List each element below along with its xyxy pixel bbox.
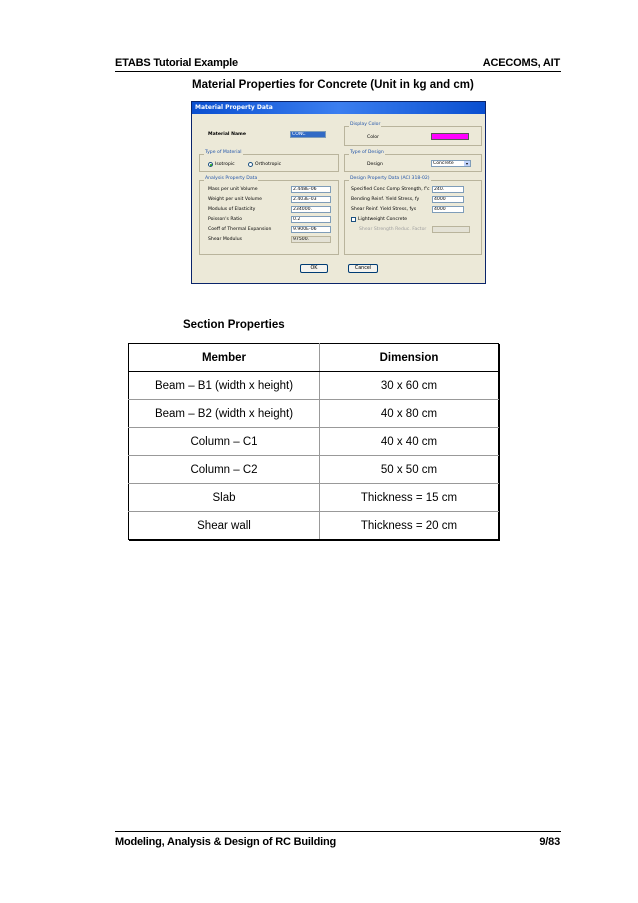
design-select-value: Concrete: [433, 161, 454, 166]
display-color-group-title: Display Color: [350, 122, 381, 127]
modulus-field[interactable]: 234000.: [291, 206, 331, 213]
lightweight-checkbox[interactable]: [351, 217, 356, 222]
material-name-field[interactable]: CONC: [290, 131, 326, 138]
type-of-material-group-title: Type of Material: [205, 150, 242, 155]
member-cell: Shear wall: [129, 512, 320, 540]
thermal-label: Coeff of Thermal Expansion: [208, 227, 272, 232]
member-cell: Beam – B1 (width x height): [129, 372, 320, 400]
member-cell: Slab: [129, 484, 320, 512]
fys-field[interactable]: 4000: [432, 206, 464, 213]
design-property-group-title: Design Property Data (ACI 318-02): [350, 176, 430, 181]
isotropic-radio[interactable]: [208, 162, 213, 167]
dimension-header: Dimension: [320, 344, 499, 372]
analysis-property-group: [199, 176, 339, 255]
footer-rule: [115, 831, 561, 832]
modulus-label: Modulus of Elasticity: [208, 207, 256, 212]
shear-modulus-label: Shear Modulus: [208, 237, 243, 242]
mass-label: Mass per unit Volume: [208, 187, 258, 192]
type-of-material-group: [199, 150, 339, 172]
table-row: [129, 428, 499, 456]
header-org: ACECOMS, AIT: [482, 57, 560, 69]
table-header-row: [129, 344, 499, 372]
table-row: [129, 456, 499, 484]
figure-caption: Material Properties for Concrete (Unit in kg and cm): [192, 79, 474, 91]
member-header: Member: [129, 344, 320, 372]
dimension-cell: 40 x 40 cm: [320, 428, 499, 456]
dimension-cell: 30 x 60 cm: [320, 372, 499, 400]
material-property-dialog: [191, 101, 486, 284]
shear-reduc-field: [432, 226, 470, 233]
dialog-title: Material Property Data: [192, 102, 485, 114]
chevron-down-icon[interactable]: ▾: [465, 161, 468, 166]
dimension-cell: Thickness = 20 cm: [320, 512, 499, 540]
poisson-field[interactable]: 0.2: [291, 216, 331, 223]
fy-label: Bending Reinf. Yield Stress, fy: [351, 197, 420, 202]
member-cell: Beam – B2 (width x height): [129, 400, 320, 428]
shear-reduc-label: Shear Strength Reduc. Factor: [359, 227, 427, 232]
design-label: Design: [367, 162, 383, 167]
member-cell: Column – C2: [129, 456, 320, 484]
table-row: [129, 512, 499, 540]
weight-field[interactable]: 2.403E-03: [291, 196, 331, 203]
fy-field[interactable]: 4000: [432, 196, 464, 203]
fc-field[interactable]: 240.: [432, 186, 464, 193]
table-row: [129, 372, 499, 400]
ok-button[interactable]: OK: [300, 264, 328, 273]
color-label: Color: [367, 135, 379, 140]
page-number: 9/83: [539, 836, 560, 848]
mass-field[interactable]: 2.448E-06: [291, 186, 331, 193]
design-select[interactable]: [431, 160, 471, 167]
member-cell: Column – C1: [129, 428, 320, 456]
dimension-cell: Thickness = 15 cm: [320, 484, 499, 512]
analysis-property-group-title: Analysis Property Data: [205, 176, 258, 181]
poisson-label: Poisson's Ratio: [208, 217, 243, 222]
type-of-design-group: [344, 150, 482, 172]
shear-modulus-field: 97500.: [291, 236, 331, 243]
section-properties-table: [128, 343, 499, 540]
dimension-cell: 40 x 80 cm: [320, 400, 499, 428]
header-rule: [115, 71, 561, 72]
weight-label: Weight per unit Volume: [208, 197, 263, 202]
type-of-design-group-title: Type of Design: [350, 150, 384, 155]
orthotropic-radio[interactable]: [248, 162, 253, 167]
thermal-field[interactable]: 9.900E-06: [291, 226, 331, 233]
fc-label: Specified Conc Comp Strength, f'c: [351, 187, 430, 192]
color-swatch[interactable]: [431, 133, 469, 140]
isotropic-label: Isotropic: [215, 162, 235, 167]
fys-label: Shear Reinf. Yield Stress, fys: [351, 207, 417, 212]
orthotropic-label: Orthotropic: [255, 162, 282, 167]
dimension-cell: 50 x 50 cm: [320, 456, 499, 484]
display-color-group: [344, 122, 482, 146]
table-row: [129, 484, 499, 512]
material-name-label: Material Name: [208, 132, 246, 137]
cancel-button[interactable]: Cancel: [348, 264, 378, 273]
lightweight-label: Lightweight Concrete: [358, 217, 408, 222]
footer-title: Modeling, Analysis & Design of RC Building: [115, 836, 336, 848]
table-row: [129, 400, 499, 428]
header-title: ETABS Tutorial Example: [115, 57, 238, 69]
design-property-group: [344, 176, 482, 255]
section-title: Section Properties: [183, 319, 285, 331]
